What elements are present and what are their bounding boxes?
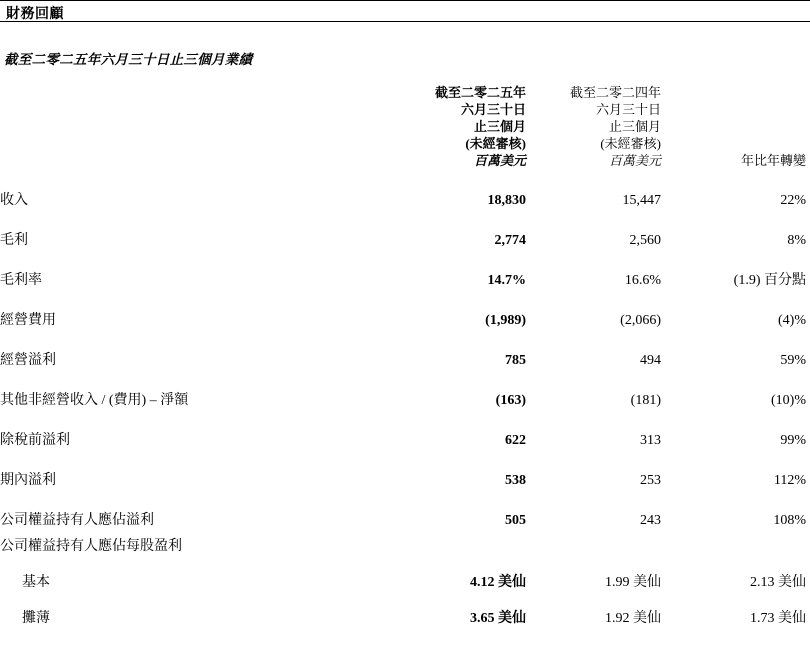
header-label-col xyxy=(0,84,396,169)
row-label: 毛利 xyxy=(0,233,28,248)
table-row xyxy=(0,369,806,409)
row-label: 經營費用 xyxy=(0,313,56,328)
section-header-bar xyxy=(0,0,810,22)
row-value-2024: 313 xyxy=(640,433,661,448)
header-col-2024-line2: 六月三十日 xyxy=(595,102,661,117)
table-row xyxy=(0,289,806,329)
row-value-2025: 4.12 美仙 xyxy=(470,575,526,590)
table-head xyxy=(0,84,806,169)
row-value-2025: 3.65 美仙 xyxy=(470,611,526,626)
table-row xyxy=(0,169,806,209)
row-value-2024: (2,066) xyxy=(620,313,661,328)
row-value-yoy: 99% xyxy=(780,433,806,448)
row-value-yoy: 8% xyxy=(787,233,806,248)
row-label: 其他非經營收入 / (費用) – 淨額 xyxy=(0,393,189,408)
table-row xyxy=(0,209,806,249)
row-value-2025: (1,989) xyxy=(485,313,526,328)
row-value-2024: 15,447 xyxy=(622,193,661,208)
row-label: 毛利率 xyxy=(0,273,42,288)
table-row xyxy=(0,591,806,627)
row-label: 基本 xyxy=(22,575,50,590)
row-value-yoy: 1.73 美仙 xyxy=(750,611,806,626)
row-value-2025: (163) xyxy=(495,393,526,408)
header-col-2025-line1: 截至二零二五年 xyxy=(434,85,526,100)
row-label: 除稅前溢利 xyxy=(0,433,70,448)
header-col-2025-line3: 止三個月 xyxy=(473,119,526,134)
row-value-2025: 785 xyxy=(505,353,526,368)
row-value-2025 xyxy=(396,529,526,555)
header-col-2024-line4: (未經審核) xyxy=(600,136,661,151)
header-col-2025-line5: 百萬美元 xyxy=(473,153,526,168)
row-value-2024: 16.6% xyxy=(624,273,661,288)
row-value-yoy: 108% xyxy=(773,513,806,528)
row-value-2024 xyxy=(526,529,661,555)
table-row xyxy=(0,555,806,591)
table-row xyxy=(0,249,806,289)
row-value-2025: 2,774 xyxy=(494,233,526,248)
row-value-yoy: 59% xyxy=(780,353,806,368)
row-value-2024: 243 xyxy=(640,513,661,528)
row-value-yoy: 112% xyxy=(773,473,806,488)
row-value-2024: 253 xyxy=(640,473,661,488)
section-header-title: 財務回顧 xyxy=(6,5,64,21)
row-value-yoy: (4)% xyxy=(778,313,806,328)
row-label: 收入 xyxy=(0,193,28,208)
row-value-2024: 494 xyxy=(640,353,661,368)
row-value-2025: 505 xyxy=(505,513,526,528)
header-col-2024-line5: 百萬美元 xyxy=(608,153,661,168)
table-row xyxy=(0,409,806,449)
row-label: 期內溢利 xyxy=(0,473,56,488)
row-label: 經營溢利 xyxy=(0,353,56,368)
row-value-yoy: (10)% xyxy=(771,393,806,408)
header-col-2024 xyxy=(526,84,661,169)
section-subtitle: 截至二零二五年六月三十日止三個月業績 xyxy=(4,52,253,67)
header-col-yoy: 年比年轉變 xyxy=(740,153,806,168)
table-row xyxy=(0,329,806,369)
row-value-2025: 622 xyxy=(505,433,526,448)
table-body xyxy=(0,169,806,627)
row-value-yoy: 2.13 美仙 xyxy=(750,575,806,590)
row-label: 公司權益持有人應佔溢利 xyxy=(0,513,154,528)
header-col-2024-line3: 止三個月 xyxy=(608,119,661,134)
row-value-yoy: 22% xyxy=(780,193,806,208)
table-row xyxy=(0,449,806,489)
row-value-yoy xyxy=(661,529,806,555)
table-row xyxy=(0,489,806,529)
row-value-2024: 1.99 美仙 xyxy=(605,575,661,590)
row-value-2024: 2,560 xyxy=(629,233,661,248)
header-col-2025-line2: 六月三十日 xyxy=(460,102,526,117)
row-value-2025: 538 xyxy=(505,473,526,488)
row-value-2025: 14.7% xyxy=(487,273,526,288)
row-value-yoy: (1.9) 百分點 xyxy=(733,273,806,288)
header-col-2024-line1: 截至二零二四年 xyxy=(569,85,661,100)
header-col-2025 xyxy=(396,84,526,169)
row-value-2024: 1.92 美仙 xyxy=(605,611,661,626)
row-value-2025: 18,830 xyxy=(487,193,526,208)
table-group-row xyxy=(0,529,806,555)
header-col-2025-line4: (未經審核) xyxy=(465,136,526,151)
financial-summary-table xyxy=(0,84,806,627)
row-value-2024: (181) xyxy=(630,393,661,408)
row-label: 公司權益持有人應佔每股盈利 xyxy=(0,539,182,554)
table-header-row xyxy=(0,84,806,169)
row-label: 攤薄 xyxy=(22,611,50,626)
